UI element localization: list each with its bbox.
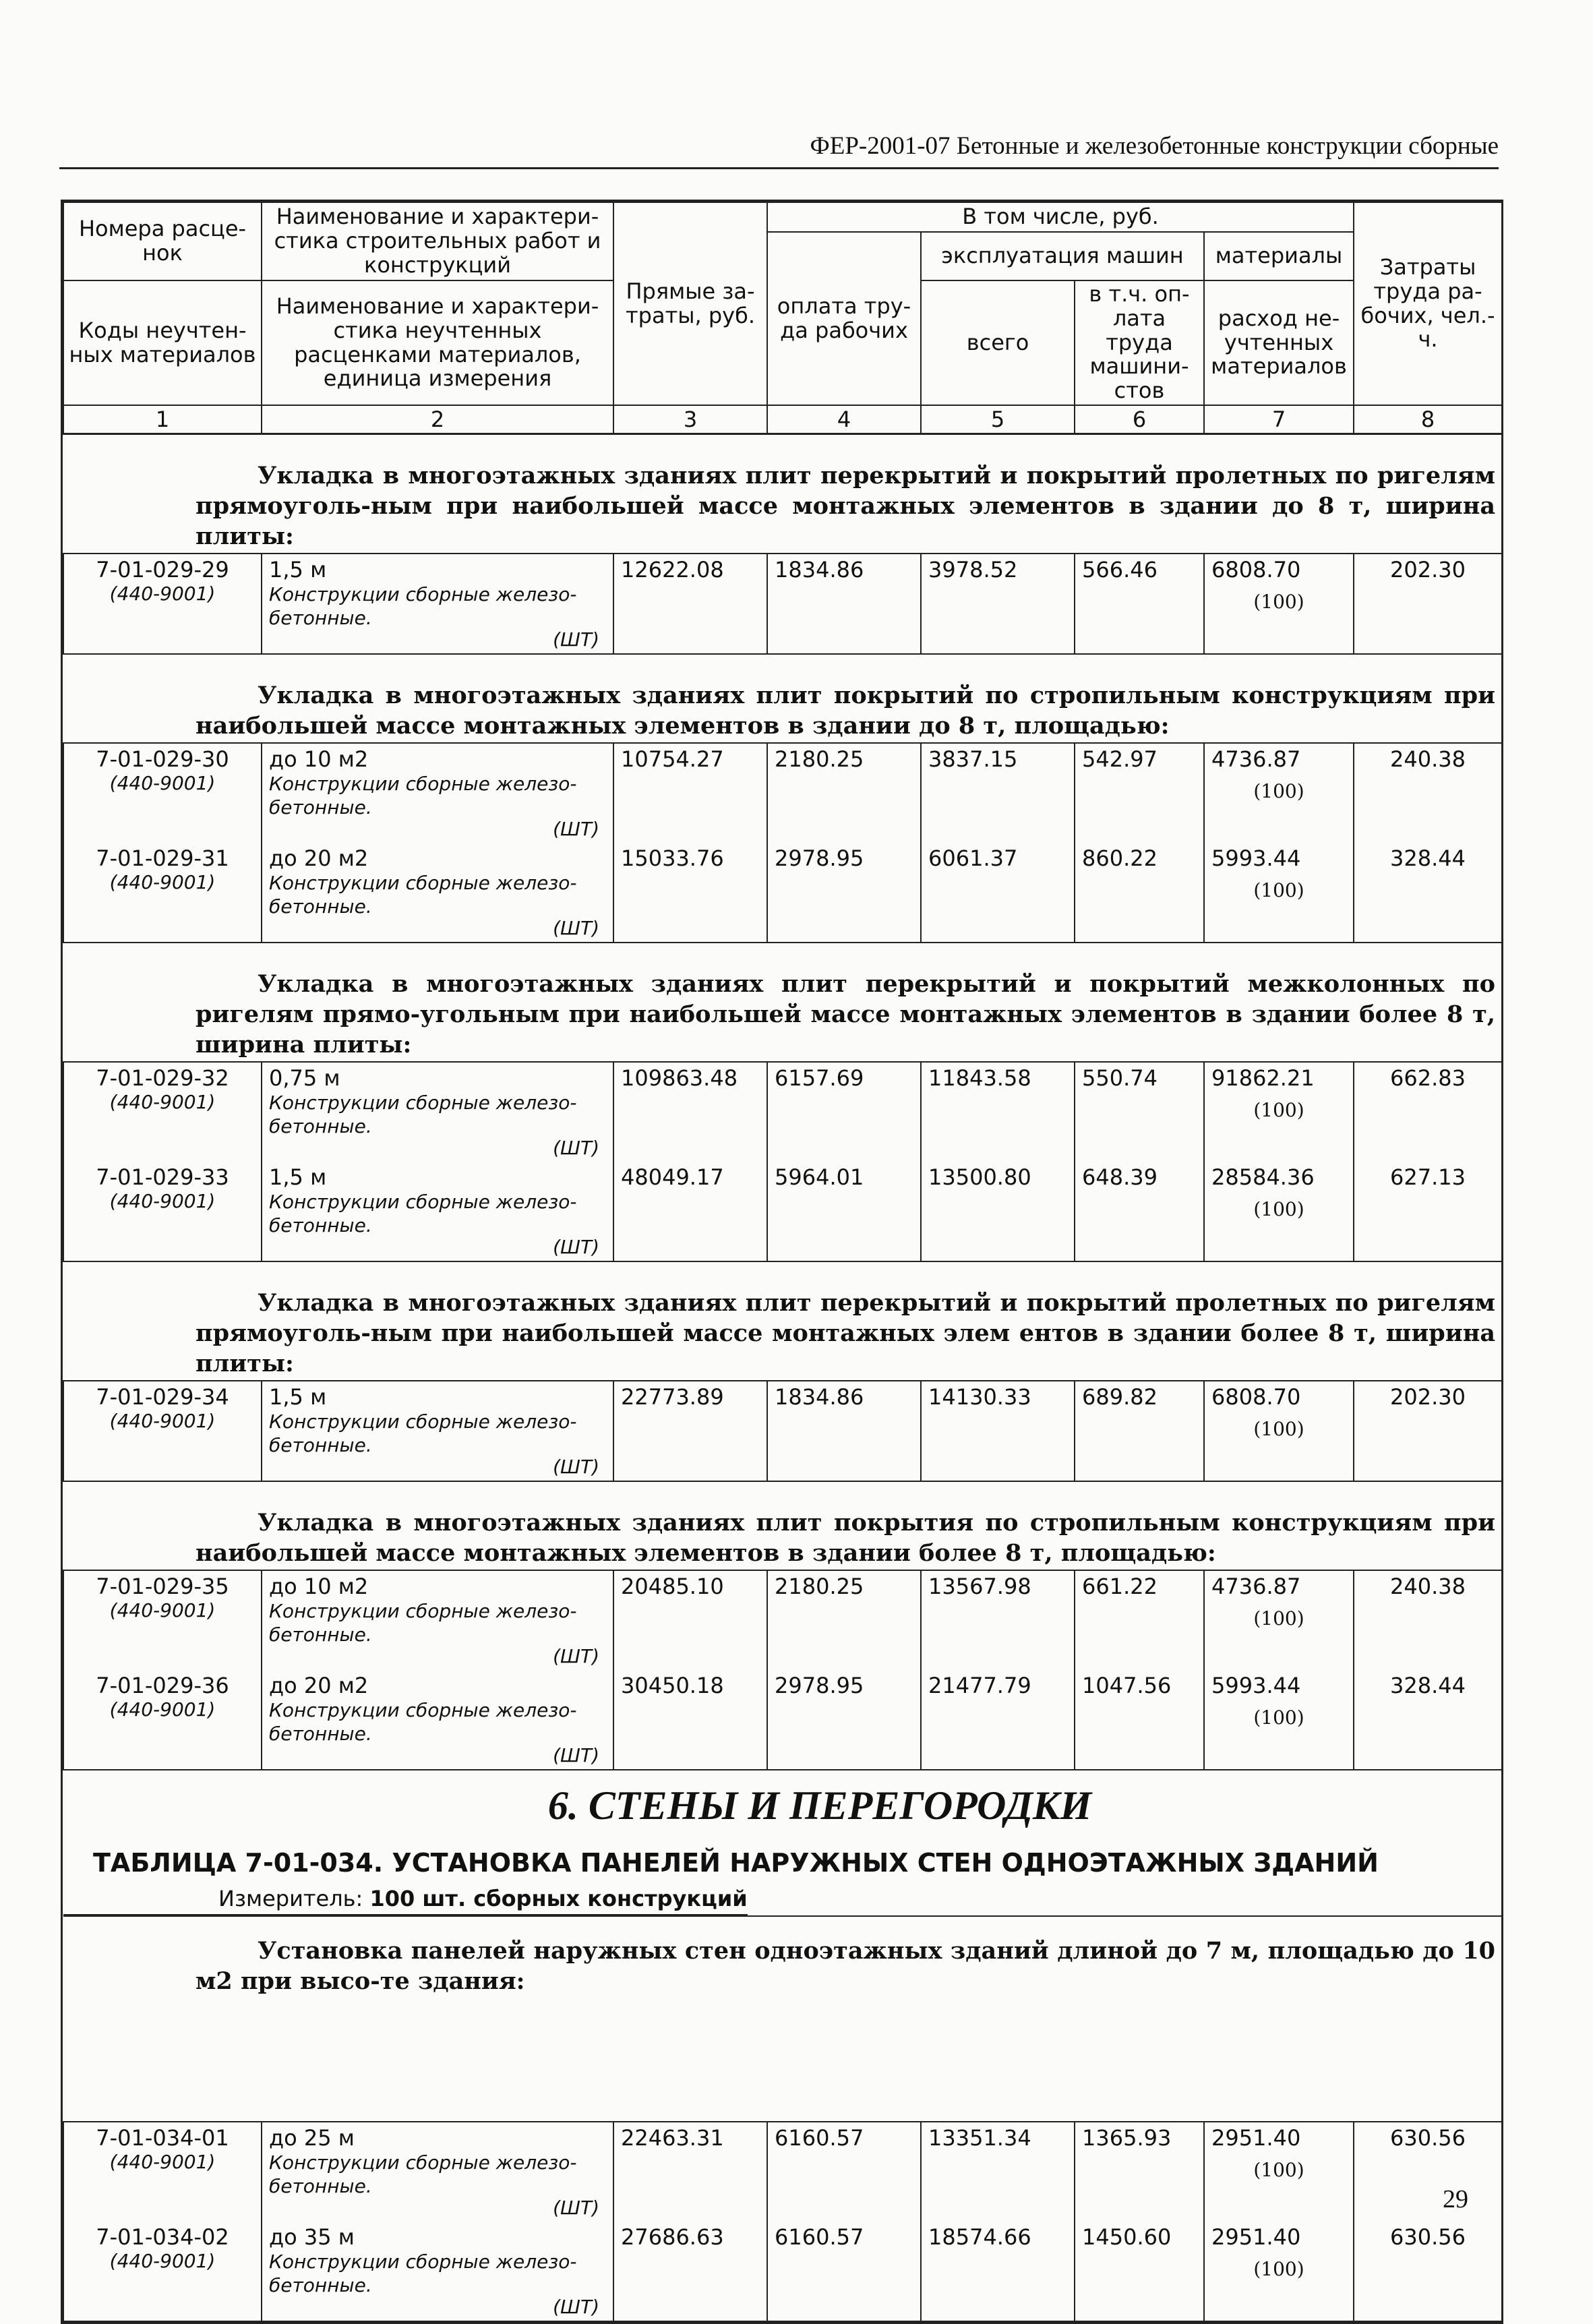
materials-cell (1204, 1670, 1354, 1770)
code-cell (63, 1162, 262, 1261)
table-row (63, 1670, 1502, 1770)
description-cell (262, 1062, 613, 1162)
work-name: до 35 м (269, 2224, 355, 2251)
work-name: до 20 м2 (269, 845, 369, 872)
running-head: ФЕР-2001-07 Бетонные и железобетонные конструкции сборные (59, 131, 1499, 169)
material-consumption: (100) (1253, 1198, 1304, 1221)
work-name: 1,5 м (269, 1164, 327, 1191)
materials-cell (1204, 843, 1354, 943)
col-number: 7 (1204, 405, 1354, 434)
material-code: (440-9001) (109, 583, 216, 605)
material-name: Конструкции сборные железо-бетонные. (269, 1191, 577, 1237)
description-cell (262, 843, 613, 943)
labor-pay-value: 1834.86 (767, 1381, 921, 1481)
material-consumption: (100) (1253, 780, 1304, 803)
section-title: Укладка в многоэтажных зданиях плит перекрытий и покрытий межколонных по ригелям прямо-угольным при наибольшей массе монтажных элементов в здании более 8 т, ширина плиты: (63, 943, 1502, 1062)
work-name: до 10 м2 (269, 746, 369, 773)
table-row (63, 2122, 1502, 2222)
table-row (63, 1062, 1502, 1162)
material-name: Конструкции сборные железо-бетонные. (269, 1092, 577, 1138)
header-labor-pay: оплата тру-да рабочих (767, 232, 921, 405)
section-title: Укладка в многоэтажных зданиях плит покрытия по стропильным конструкциям при наибольшей массе монтажных элементов в здании более 8 т, площадью: (63, 1481, 1502, 1570)
rate-code: 7-01-034-02 (96, 2224, 229, 2251)
page-number: 29 (1443, 2185, 1468, 2213)
labor-hours-value: 627.13 (1354, 1162, 1502, 1261)
machines-total-value: 3837.15 (921, 743, 1075, 843)
operator-pay-value: 1450.60 (1075, 2222, 1204, 2321)
materials-value: 4736.87 (1211, 1574, 1301, 1600)
section-title: Укладка в многоэтажных зданиях плит перекрытий и покрытий пролетных по ригелям прямоуголь-ным при наибольшей массе монтажных элементов в здании до 8 т, ширина плиты: (63, 434, 1502, 554)
labor-pay-value: 6157.69 (767, 1062, 921, 1162)
material-name: Конструкции сборные железо-бетонные. (269, 1600, 577, 1646)
section-row (63, 654, 1502, 743)
section-row (63, 1261, 1502, 1381)
code-cell (63, 554, 262, 654)
col-number: 2 (262, 405, 613, 434)
direct-costs-value: 27686.63 (613, 2222, 767, 2321)
material-consumption: (100) (1253, 591, 1304, 614)
description-cell (262, 2222, 613, 2321)
material-name: Конструкции сборные железо-бетонные. (269, 872, 577, 918)
material-unit: (ШТ) (553, 1645, 599, 1668)
measure-value: 100 шт. сборных конструкций (369, 1886, 748, 1912)
material-code: (440-9001) (109, 1190, 216, 1213)
operator-pay-value: 566.46 (1075, 554, 1204, 654)
materials-cell (1204, 743, 1354, 843)
material-unit: (ШТ) (553, 2296, 599, 2319)
table-title: ТАБЛИЦА 7-01-034. УСТАНОВКА ПАНЕЛЕЙ НАРУЖНЫХ СТЕН ОДНОЭТАЖНЫХ ЗДАНИЙ (93, 1848, 1379, 1878)
header-machines-total: всего (921, 280, 1075, 405)
material-unit: (ШТ) (553, 818, 599, 841)
material-code: (440-9001) (109, 772, 216, 795)
operator-pay-value: 1047.56 (1075, 1670, 1204, 1770)
chapter-title: 6. СТЕНЫ И ПЕРЕГОРОДКИ (547, 1783, 1092, 1828)
material-code: (440-9001) (109, 1410, 216, 1433)
header-material-name: Наименование и характери-стика неучтенных расценками материалов, единица измерения (262, 280, 613, 405)
measure-label: Измеритель: (218, 1886, 363, 1912)
labor-hours-value: 202.30 (1354, 554, 1502, 654)
machines-total-value: 21477.79 (921, 1670, 1075, 1770)
code-cell (63, 1570, 262, 1670)
labor-pay-value: 2978.95 (767, 1670, 921, 1770)
direct-costs-value: 22463.31 (613, 2122, 767, 2222)
material-consumption: (100) (1253, 879, 1304, 902)
materials-value: 5993.44 (1211, 1673, 1301, 1699)
material-code: (440-9001) (109, 1091, 216, 1114)
material-consumption: (100) (1253, 1706, 1304, 1729)
direct-costs-value: 30450.18 (613, 1670, 767, 1770)
labor-hours-value: 202.30 (1354, 1381, 1502, 1481)
work-name: 1,5 м (269, 1384, 327, 1410)
material-code: (440-9001) (109, 2250, 216, 2273)
materials-value: 91862.21 (1211, 1065, 1315, 1092)
description-cell (262, 2122, 613, 2222)
labor-pay-value: 5964.01 (767, 1162, 921, 1261)
price-table-sheet (61, 200, 1503, 2324)
labor-pay-value: 1834.86 (767, 554, 921, 654)
rate-code: 7-01-029-33 (96, 1164, 229, 1191)
materials-value: 2951.40 (1211, 2125, 1301, 2151)
material-code: (440-9001) (109, 1599, 216, 1622)
material-unit: (ШТ) (553, 2197, 599, 2219)
section-row (63, 1481, 1502, 1570)
direct-costs-value: 12622.08 (613, 554, 767, 654)
machines-total-value: 13500.80 (921, 1162, 1075, 1261)
material-unit: (ШТ) (553, 1744, 599, 1767)
code-cell (63, 2222, 262, 2321)
rate-code: 7-01-029-31 (96, 845, 229, 872)
chapter-row (63, 1770, 1502, 2122)
machines-total-value: 11843.58 (921, 1062, 1075, 1162)
operator-pay-value: 661.22 (1075, 1570, 1204, 1670)
labor-hours-value: 328.44 (1354, 1670, 1502, 1770)
table-row (63, 1381, 1502, 1481)
material-name: Конструкции сборные железо-бетонные. (269, 583, 577, 630)
section-row (63, 943, 1502, 1062)
code-cell (63, 743, 262, 843)
description-cell (262, 1381, 613, 1481)
direct-costs-value: 48049.17 (613, 1162, 767, 1261)
machines-total-value: 13351.34 (921, 2122, 1075, 2222)
code-cell (63, 1381, 262, 1481)
labor-hours-value: 240.38 (1354, 1570, 1502, 1670)
machines-total-value: 18574.66 (921, 2222, 1075, 2321)
code-cell (63, 843, 262, 943)
direct-costs-value: 20485.10 (613, 1570, 767, 1670)
col-number: 8 (1354, 405, 1502, 434)
material-name: Конструкции сборные железо-бетонные. (269, 773, 577, 819)
labor-hours-value: 662.83 (1354, 1062, 1502, 1162)
materials-cell (1204, 554, 1354, 654)
rate-code: 7-01-029-35 (96, 1574, 229, 1600)
code-cell (63, 1670, 262, 1770)
description-cell (262, 1670, 613, 1770)
operator-pay-value: 648.39 (1075, 1162, 1204, 1261)
materials-cell (1204, 2222, 1354, 2321)
material-name: Конструкции сборные железо-бетонные. (269, 1410, 577, 1457)
materials-value: 6808.70 (1211, 1384, 1301, 1410)
header-rate-number: Номера расце-нок (63, 202, 262, 280)
code-cell (63, 1062, 262, 1162)
header-unaccounted-materials: расход не-учтенных материалов (1204, 280, 1354, 405)
material-name: Конструкции сборные железо-бетонные. (269, 2251, 577, 2297)
rate-code: 7-01-029-36 (96, 1673, 229, 1699)
materials-cell (1204, 1162, 1354, 1261)
direct-costs-value: 22773.89 (613, 1381, 767, 1481)
rate-code: 7-01-029-32 (96, 1065, 229, 1092)
direct-costs-value: 10754.27 (613, 743, 767, 843)
work-name: до 25 м (269, 2125, 355, 2151)
machines-total-value: 3978.52 (921, 554, 1075, 654)
material-unit: (ШТ) (553, 1456, 599, 1479)
direct-costs-value: 15033.76 (613, 843, 767, 943)
labor-pay-value: 6160.57 (767, 2222, 921, 2321)
operator-pay-value: 1365.93 (1075, 2122, 1204, 2222)
measure-line (63, 1886, 748, 1915)
material-consumption: (100) (1253, 1099, 1304, 1122)
material-consumption: (100) (1253, 2258, 1304, 2281)
header-machines: эксплуатация машин (921, 232, 1204, 280)
machines-total-value: 6061.37 (921, 843, 1075, 943)
description-cell (262, 1570, 613, 1670)
table-row (63, 2222, 1502, 2321)
material-code: (440-9001) (109, 2151, 216, 2174)
materials-cell (1204, 1570, 1354, 1670)
header-direct-costs: Прямые за-траты, руб. (613, 202, 767, 405)
materials-value: 4736.87 (1211, 746, 1301, 773)
col-number: 4 (767, 405, 921, 434)
materials-cell (1204, 1062, 1354, 1162)
material-code: (440-9001) (109, 871, 216, 894)
description-cell (262, 1162, 613, 1261)
operator-pay-value: 860.22 (1075, 843, 1204, 943)
chapter-cell (63, 1770, 1502, 2122)
direct-costs-value: 109863.48 (613, 1062, 767, 1162)
table-row (63, 843, 1502, 943)
machines-total-value: 13567.98 (921, 1570, 1075, 1670)
header-labor-hours: Затраты труда ра-бочих, чел.-ч. (1354, 202, 1502, 405)
operator-pay-value: 542.97 (1075, 743, 1204, 843)
table-row (63, 554, 1502, 654)
material-consumption: (100) (1253, 1418, 1304, 1441)
labor-pay-value: 2180.25 (767, 743, 921, 843)
col-number: 5 (921, 405, 1075, 434)
header-material-codes: Коды неучтен-ных материалов (63, 280, 262, 405)
table-row (63, 1162, 1502, 1261)
header-operator-pay: в т.ч. оп-лата труда машини-стов (1075, 280, 1204, 405)
table-row (63, 743, 1502, 843)
rate-code: 7-01-034-01 (96, 2125, 229, 2151)
material-code: (440-9001) (109, 1698, 216, 1721)
rate-code: 7-01-029-30 (96, 746, 229, 773)
work-name: до 10 м2 (269, 1574, 369, 1600)
header-work-name: Наименование и характери-стика строительных работ и конструкций (262, 202, 613, 280)
header-materials: материалы (1204, 232, 1354, 280)
work-name: 0,75 м (269, 1065, 340, 1092)
labor-pay-value: 6160.57 (767, 2122, 921, 2222)
material-unit: (ШТ) (553, 917, 599, 940)
col-number: 1 (63, 405, 262, 434)
section-title: Укладка в многоэтажных зданиях плит покрытий по стропильным конструкциям при наибольшей массе монтажных элементов в здании до 8 т, площадью: (63, 654, 1502, 743)
materials-cell (1204, 2122, 1354, 2222)
rate-code: 7-01-029-34 (96, 1384, 229, 1410)
labor-pay-value: 2978.95 (767, 843, 921, 943)
materials-cell (1204, 1381, 1354, 1481)
operator-pay-value: 689.82 (1075, 1381, 1204, 1481)
code-cell (63, 2122, 262, 2222)
table-body (63, 434, 1502, 2322)
machines-total-value: 14130.33 (921, 1381, 1075, 1481)
section-title: Укладка в многоэтажных зданиях плит перекрытий и покрытий пролетных по ригелям прямоуголь-ным при наибольшей массе монтажных элем ентов в здании более 8 т, ширина плиты: (63, 1261, 1502, 1381)
material-unit: (ШТ) (553, 1137, 599, 1160)
material-name: Конструкции сборные железо-бетонные. (269, 2151, 577, 2198)
labor-pay-value: 2180.25 (767, 1570, 921, 1670)
work-name: до 20 м2 (269, 1673, 369, 1699)
operator-pay-value: 550.74 (1075, 1062, 1204, 1162)
materials-value: 5993.44 (1211, 845, 1301, 872)
materials-value: 2951.40 (1211, 2224, 1301, 2251)
section-title: Установка панелей наружных стен одноэтажных зданий длиной до 7 м, площадью до 10 м2 при высо-те здания: (196, 1937, 1496, 1996)
labor-hours-value: 630.56 (1354, 2222, 1502, 2321)
labor-hours-value: 630.56 (1354, 2122, 1502, 2222)
section-row (63, 434, 1502, 554)
material-name: Конструкции сборные железо-бетонные. (269, 1699, 577, 1746)
material-unit: (ШТ) (553, 1236, 599, 1259)
col-number: 6 (1075, 405, 1204, 434)
col-number: 3 (613, 405, 767, 434)
description-cell (262, 554, 613, 654)
material-consumption: (100) (1253, 2159, 1304, 2182)
labor-hours-value: 240.38 (1354, 743, 1502, 843)
work-name: 1,5 м (269, 557, 327, 583)
material-unit: (ШТ) (553, 628, 599, 651)
labor-hours-value: 328.44 (1354, 843, 1502, 943)
rate-code: 7-01-029-29 (96, 557, 229, 583)
description-cell (262, 743, 613, 843)
material-consumption: (100) (1253, 1607, 1304, 1630)
table-row (63, 1570, 1502, 1670)
header-including: В том числе, руб. (767, 202, 1354, 232)
price-table (63, 202, 1503, 2322)
materials-value: 6808.70 (1211, 557, 1301, 583)
materials-value: 28584.36 (1211, 1164, 1315, 1191)
